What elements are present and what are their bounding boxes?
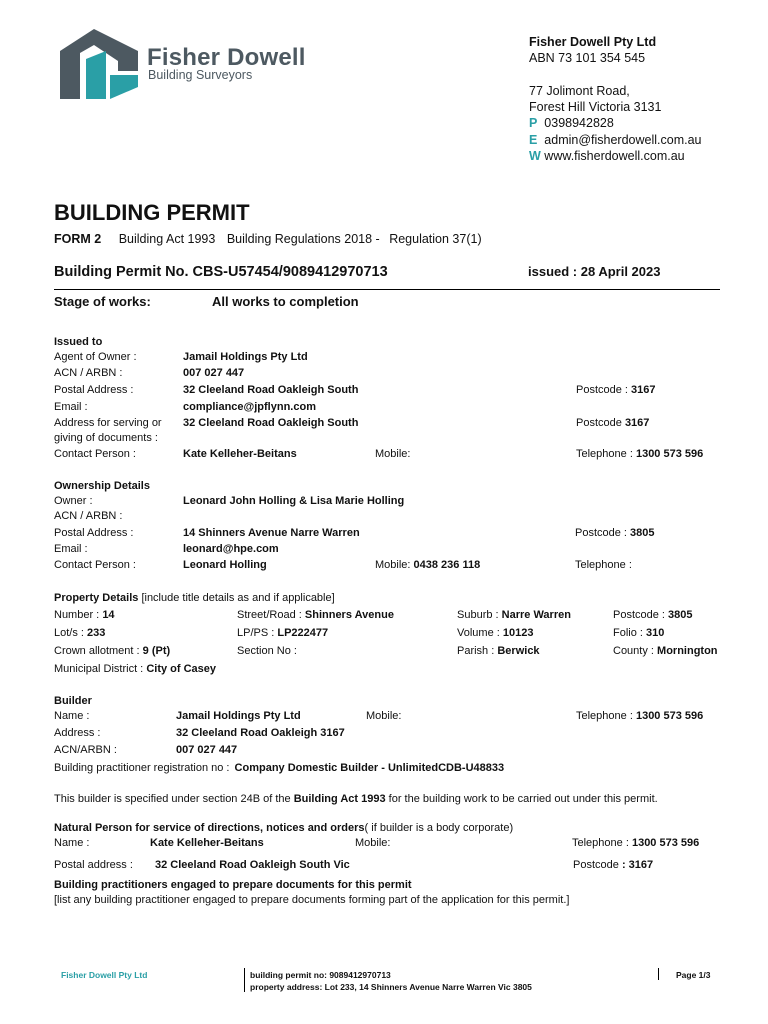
- builder-registration: [54, 762, 504, 774]
- permit-number: Building Permit No. CBS-U57454/9089412970713: [54, 264, 388, 280]
- company-abn: ABN 73 101 354 545: [529, 51, 646, 65]
- property-suburb-label: Suburb :: [457, 609, 499, 621]
- footer-permit-no: building permit no: 9089412970713: [250, 970, 391, 980]
- owner-acn-label: ACN / ARBN :: [54, 510, 123, 522]
- natural-postcode-value: : 3167: [621, 859, 654, 871]
- property-crown-label: Crown allotment :: [54, 645, 140, 657]
- natural-telephone: [572, 837, 699, 849]
- property-county-value: Mornington: [657, 645, 718, 657]
- serving-postcode-label: Postcode: [576, 417, 622, 429]
- stage-value: All works to completion: [212, 294, 359, 309]
- issued-postal-postcode: [576, 384, 656, 396]
- issued-email-value: compliance@jpflynn.com: [183, 401, 316, 413]
- owner-postcode-label: Postcode :: [575, 527, 627, 539]
- owner-postcode-value: 3805: [630, 527, 655, 539]
- issued-acn-label: ACN / ARBN :: [54, 367, 123, 379]
- builder-specification: [54, 793, 658, 805]
- web-prefix: W: [529, 149, 541, 163]
- property-section-label: Section No :: [237, 645, 297, 657]
- serving-label-2: giving of documents :: [54, 432, 158, 444]
- property-lots-label: Lot/s :: [54, 627, 84, 639]
- builder-acn-value: 007 027 447: [176, 744, 238, 756]
- form-label: FORM 2: [54, 232, 102, 246]
- owner-email-value: leonard@hpe.com: [183, 543, 279, 555]
- issued-to-heading: Issued to: [54, 336, 103, 348]
- form-line: [54, 232, 482, 246]
- natural-postcode-label: Postcode: [573, 859, 619, 871]
- property-number-label: Number :: [54, 609, 100, 621]
- natural-telephone-value: 1300 573 596: [631, 837, 700, 849]
- property-heading-note: [include title details as and if applicable]: [141, 592, 335, 604]
- builder-name-label: Name :: [54, 710, 90, 722]
- builder-heading: Builder: [54, 695, 92, 707]
- property-lots-value: 233: [87, 627, 106, 639]
- property-heading: Property Details: [54, 592, 139, 604]
- owner-mobile-value: 0438 236 118: [413, 559, 481, 571]
- builder-reg-label: Building practitioner registration no :: [54, 762, 230, 774]
- property-municipal-label: Municipal District :: [54, 663, 144, 675]
- builder-address-label: Address :: [54, 727, 101, 739]
- property-folio-label: Folio :: [613, 627, 643, 639]
- property-postcode: [613, 609, 693, 621]
- logo-subtitle: Building Surveyors: [148, 68, 253, 82]
- email-link[interactable]: admin@fisherdowell.com.au: [544, 133, 702, 147]
- property-suburb: [457, 609, 571, 621]
- property-parish: [457, 645, 540, 657]
- footer-page-number: Page 1/3: [676, 970, 711, 980]
- phone-prefix: P: [529, 116, 538, 130]
- address-line-2: Forest Hill Victoria 3131: [529, 100, 662, 114]
- serving-postcode: [576, 417, 649, 429]
- phone-line: [529, 116, 614, 130]
- property-folio: [613, 627, 664, 639]
- spec-pre: This builder is specified under section 24B of the: [54, 793, 294, 805]
- natural-name-label: Name :: [54, 837, 90, 849]
- builder-address-value: 32 Cleeland Road Oakleigh 3167: [176, 727, 345, 739]
- property-folio-value: 310: [646, 627, 665, 639]
- issued-postcode-value: 3167: [631, 384, 656, 396]
- property-parish-value: Berwick: [497, 645, 540, 657]
- footer-property-address: property address: Lot 233, 14 Shinners Avenue Narre Warren Vic 3805: [250, 982, 532, 992]
- property-parish-label: Parish :: [457, 645, 495, 657]
- issued-telephone: [576, 448, 703, 460]
- natural-person-heading-note: ( if builder is a body corporate): [364, 822, 514, 834]
- property-county: [613, 645, 718, 657]
- spec-act: Building Act 1993: [293, 793, 386, 805]
- property-street-label: Street/Road :: [237, 609, 302, 621]
- issued-postal-value: 32 Cleeland Road Oakleigh South: [183, 384, 359, 396]
- fisher-dowell-logo-icon: [60, 29, 138, 99]
- builder-telephone: [576, 710, 703, 722]
- footer-divider-right: [658, 968, 659, 980]
- email-prefix: E: [529, 133, 538, 147]
- natural-postal-label: Postal address :: [54, 859, 133, 871]
- web-link[interactable]: www.fisherdowell.com.au: [544, 149, 685, 163]
- property-municipal-value: City of Casey: [146, 663, 217, 675]
- property-street: [237, 609, 394, 621]
- issued-email-label: Email :: [54, 401, 88, 413]
- builder-acn-label: ACN/ARBN :: [54, 744, 117, 756]
- builder-telephone-label: Telephone :: [576, 710, 633, 722]
- owner-email-label: Email :: [54, 543, 88, 555]
- property-number-value: 14: [102, 609, 115, 621]
- natural-person-heading-line: [54, 822, 513, 834]
- issued-telephone-value: 1300 573 596: [635, 448, 704, 460]
- practitioners-heading: Building practitioners engaged to prepare documents for this permit: [54, 879, 412, 891]
- property-lpps-value: LP222477: [277, 627, 329, 639]
- address-line-1: 77 Jolimont Road,: [529, 84, 630, 98]
- owner-mobile-label: Mobile:: [375, 559, 411, 571]
- natural-postcode: [573, 859, 653, 871]
- property-lots: [54, 627, 105, 639]
- natural-telephone-label: Telephone :: [572, 837, 629, 849]
- issued-telephone-label: Telephone :: [576, 448, 633, 460]
- phone-value: 0398942828: [544, 116, 614, 130]
- agent-value: Jamail Holdings Pty Ltd: [183, 351, 308, 363]
- stage-label: Stage of works:: [54, 294, 151, 309]
- property-number: [54, 609, 115, 621]
- permit-issued: issued : 28 April 2023: [528, 264, 661, 279]
- agent-label: Agent of Owner :: [54, 351, 137, 363]
- header-divider: [54, 289, 720, 290]
- builder-telephone-value: 1300 573 596: [635, 710, 704, 722]
- property-volume: [457, 627, 533, 639]
- issued-contact-value: Kate Kelleher-Beitans: [183, 448, 297, 460]
- web-line: [529, 149, 685, 163]
- form-regulation: Regulation 37(1): [389, 232, 482, 246]
- practitioners-note: [list any building practitioner engaged to prepare documents forming part of the application for this permit.]: [54, 894, 570, 906]
- footer-divider-left: [244, 968, 245, 992]
- natural-name-value: Kate Kelleher-Beitans: [150, 837, 264, 849]
- owner-postcode: [575, 527, 655, 539]
- property-lpps: [237, 627, 328, 639]
- email-line: [529, 133, 702, 147]
- form-act: Building Act 1993: [118, 232, 216, 246]
- builder-reg-value: Company Domestic Builder - UnlimitedCDB-U48833: [234, 762, 505, 774]
- spec-post: for the building work to be carried out under this permit.: [385, 793, 658, 805]
- builder-name-value: Jamail Holdings Pty Ltd: [176, 710, 301, 722]
- issued-acn-value: 007 027 447: [183, 367, 245, 379]
- owner-contact-label: Contact Person :: [54, 559, 136, 571]
- natural-mobile-label: Mobile:: [355, 837, 391, 849]
- owner-postal-label: Postal Address :: [54, 527, 134, 539]
- issued-postcode-label: Postcode :: [576, 384, 628, 396]
- property-municipal: [54, 663, 216, 675]
- property-county-label: County :: [613, 645, 654, 657]
- property-lpps-label: LP/PS :: [237, 627, 275, 639]
- property-volume-label: Volume :: [457, 627, 500, 639]
- issued-postal-label: Postal Address :: [54, 384, 134, 396]
- builder-mobile-label: Mobile:: [366, 710, 402, 722]
- property-street-value: Shinners Avenue: [304, 609, 394, 621]
- serving-postcode-value: 3167: [624, 417, 650, 429]
- property-postcode-value: 3805: [668, 609, 693, 621]
- property-volume-value: 10123: [502, 627, 534, 639]
- property-suburb-value: Narre Warren: [501, 609, 571, 621]
- page-title: BUILDING PERMIT: [54, 200, 250, 225]
- property-postcode-label: Postcode :: [613, 609, 665, 621]
- owner-postal-value: 14 Shinners Avenue Narre Warren: [183, 527, 360, 539]
- issued-contact-label: Contact Person :: [54, 448, 136, 460]
- owner-telephone-label: Telephone :: [575, 559, 632, 571]
- property-crown-value: 9 (Pt): [142, 645, 171, 657]
- property-crown: [54, 645, 170, 657]
- owner-mobile: [375, 559, 480, 571]
- serving-label-1: Address for serving or: [54, 417, 162, 429]
- serving-value: 32 Cleeland Road Oakleigh South: [183, 417, 359, 429]
- property-heading-line: [54, 592, 335, 604]
- natural-person-heading: Natural Person for service of directions, notices and orders: [54, 822, 365, 834]
- issued-mobile-label: Mobile:: [375, 448, 411, 460]
- natural-postal-value: 32 Cleeland Road Oakleigh South Vic: [155, 859, 350, 871]
- owner-value: Leonard John Holling & Lisa Marie Holling: [183, 495, 405, 507]
- form-regulations: Building Regulations 2018 -: [226, 232, 380, 246]
- company-name: Fisher Dowell Pty Ltd: [529, 35, 657, 49]
- owner-label: Owner :: [54, 495, 93, 507]
- footer-company: Fisher Dowell Pty Ltd: [61, 970, 148, 980]
- logo-name: Fisher Dowell: [147, 44, 306, 71]
- ownership-heading: Ownership Details: [54, 480, 150, 492]
- owner-contact-value: Leonard Holling: [183, 559, 267, 571]
